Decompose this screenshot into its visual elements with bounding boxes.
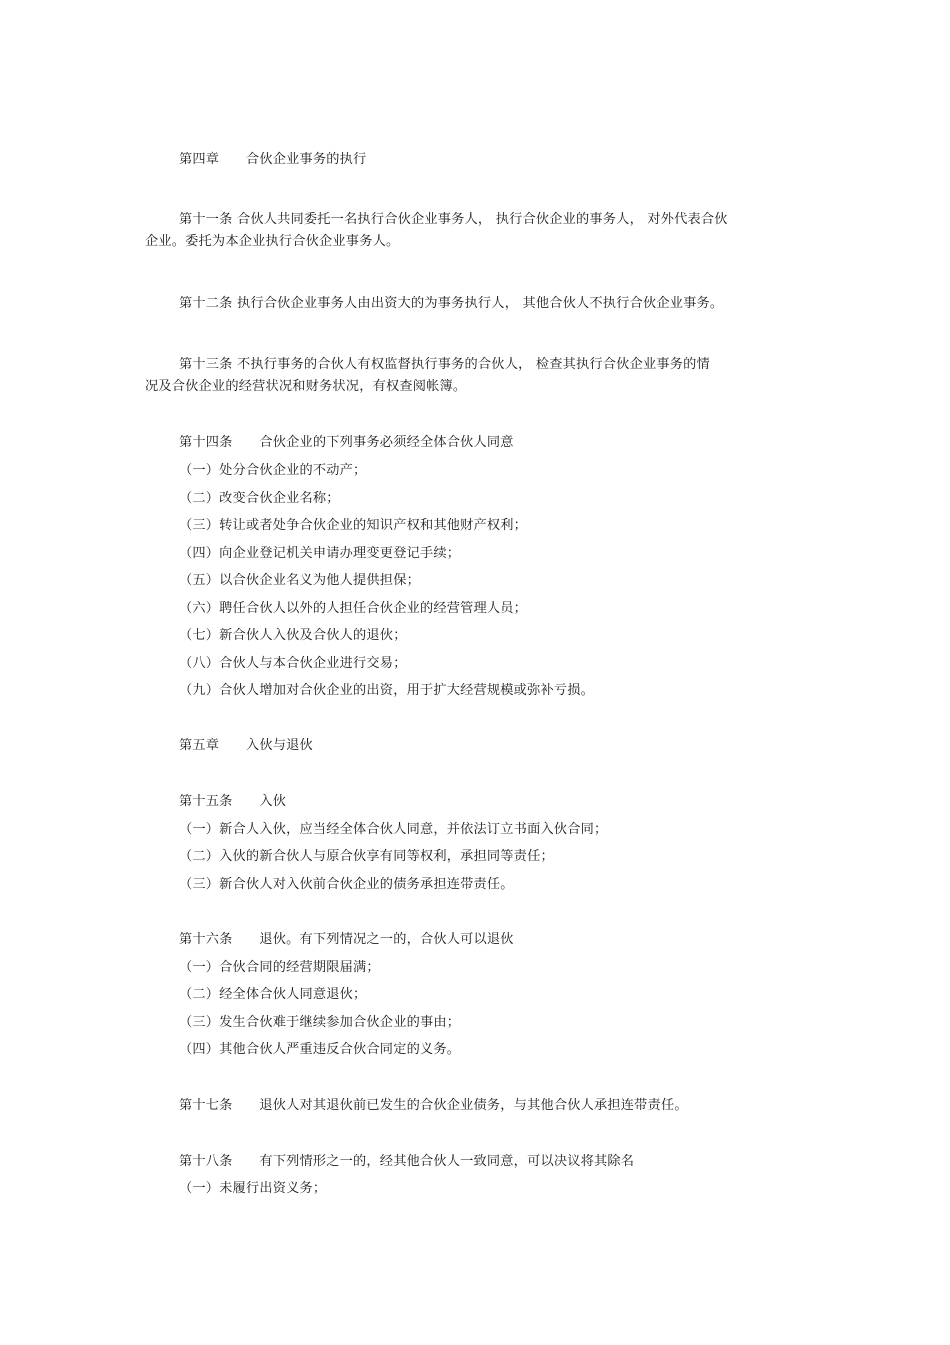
article-14-item: （四）向企业登记机关申请办理变更登记手续；: [179, 546, 461, 561]
article-13-line-2: 况及合伙企业的经营状况和财务状况，有权查阅帐簿。: [145, 379, 467, 394]
article-12-line-1: 第十二条 执行合伙企业事务人由出资大的为事务执行人， 其他合伙人不执行合伙企业事务。: [179, 296, 724, 311]
article-14-item: （九）合伙人增加对合伙企业的出资，用于扩大经营规模或弥补亏损。: [179, 683, 595, 698]
article-14-item: （二）改变合伙企业名称；: [179, 491, 340, 506]
article-16-heading: 第十六条 退伙。有下列情况之一的，合伙人可以退伙: [179, 932, 514, 947]
article-16-item: （二）经全体合伙人同意退伙；: [179, 987, 367, 1002]
chapter-5-title: 第五章 入伙与退伙: [179, 738, 313, 753]
article-18-item: （一）未履行出资义务；: [179, 1181, 327, 1196]
article-14-item: （六）聘任合伙人以外的人担任合伙企业的经营管理人员；: [179, 601, 528, 616]
article-15-item: （三）新合伙人对入伙前合伙企业的债务承担连带责任。: [179, 877, 514, 892]
article-17-heading: 第十七条 退伙人对其退伙前已发生的合伙企业债务，与其他合伙人承担连带责任。: [179, 1098, 688, 1113]
article-14-item: （三）转让或者处争合伙企业的知识产权和其他财产权利；: [179, 518, 528, 533]
article-11-line-1: 第十一条 合伙人共同委托一名执行合伙企业事务人， 执行合伙企业的事务人， 对外代表合伙: [179, 212, 728, 227]
article-14-item: （八）合伙人与本合伙企业进行交易；: [179, 656, 407, 671]
article-15-item: （一）新合人入伙，应当经全体合伙人同意，并依法订立书面入伙合同；: [179, 822, 608, 837]
article-14-heading: 第十四条 合伙企业的下列事务必须经全体合伙人同意: [179, 435, 514, 450]
article-11-line-2: 企业。委托为本企业执行合伙企业事务人。: [145, 234, 400, 249]
article-18-heading: 第十八条 有下列情形之一的，经其他合伙人一致同意，可以决议将其除名: [179, 1154, 635, 1169]
article-14-item: （七）新合伙人入伙及合伙人的退伙；: [179, 628, 407, 643]
chapter-4-title: 第四章 合伙企业事务的执行: [179, 152, 367, 167]
article-16-item: （三）发生合伙难于继续参加合伙企业的事由；: [179, 1015, 461, 1030]
article-16-item: （四）其他合伙人严重违反合伙合同定的义务。: [179, 1042, 461, 1057]
article-15-item: （二）入伙的新合伙人与原合伙享有同等权利，承担同等责任；: [179, 849, 554, 864]
article-16-item: （一）合伙合同的经营期限届满；: [179, 960, 380, 975]
article-14-item: （一）处分合伙企业的不动产；: [179, 463, 367, 478]
article-14-item: （五）以合伙企业名义为他人提供担保；: [179, 573, 420, 588]
article-13-line-1: 第十三条 不执行事务的合伙人有权监督执行事务的合伙人， 检查其执行合伙企业事务的情: [179, 357, 710, 372]
article-15-heading: 第十五条 入伙: [179, 794, 287, 809]
